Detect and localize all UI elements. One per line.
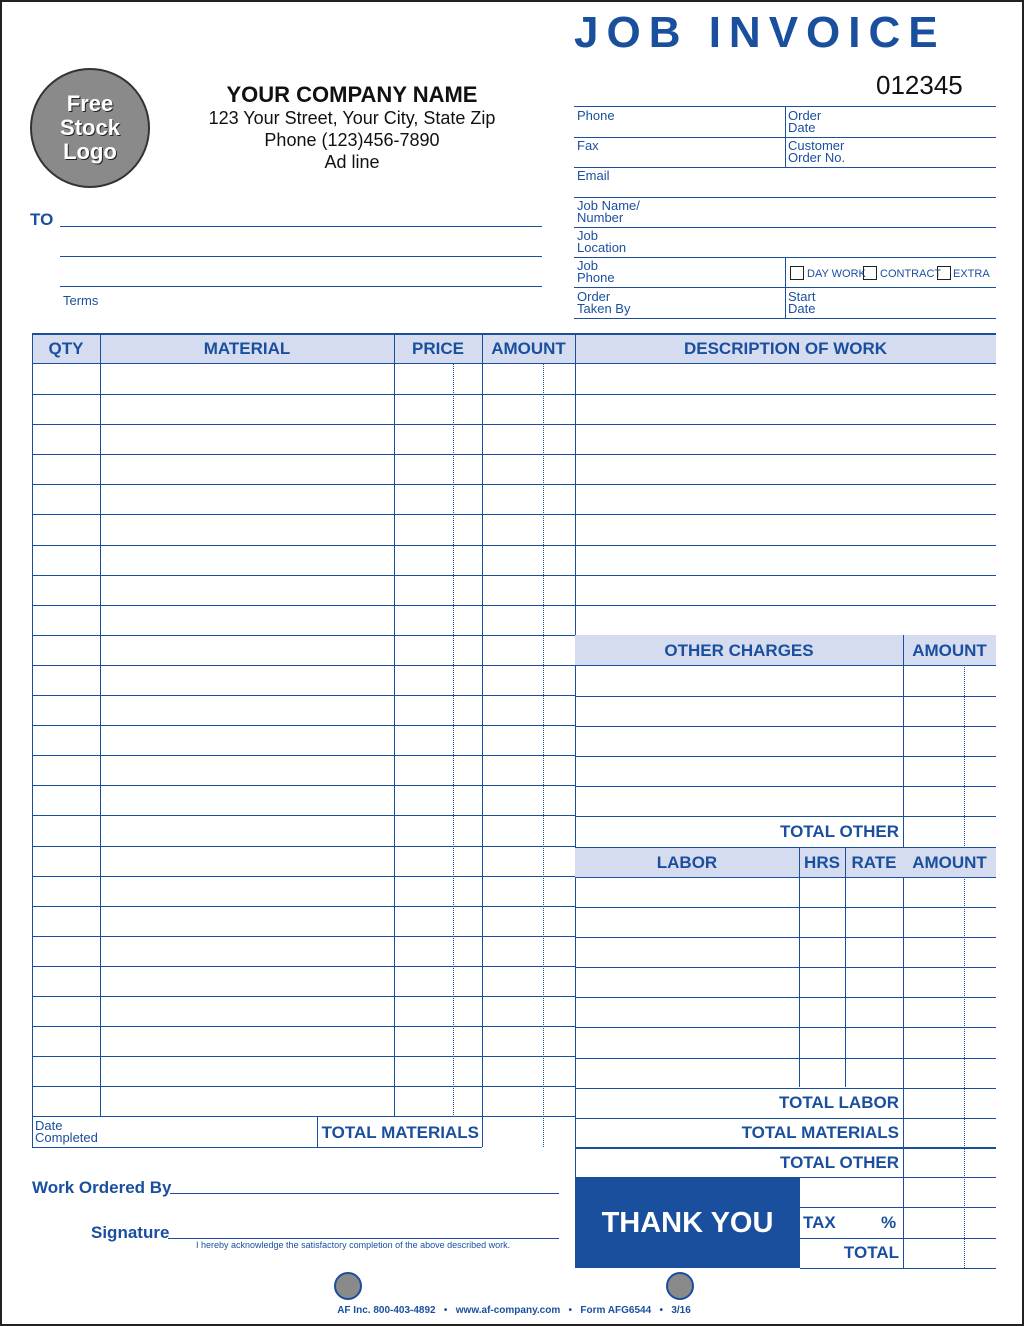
total-materials-summary-label: TOTAL MATERIALS <box>741 1123 899 1142</box>
order-taken-label: Order Taken By <box>577 289 631 316</box>
labor-row-line[interactable] <box>575 997 996 998</box>
material-row-line[interactable] <box>32 1086 575 1087</box>
material-row-line[interactable] <box>32 846 575 847</box>
thank-you-box <box>575 1178 800 1268</box>
total-other-summary-label: TOTAL OTHER <box>780 1153 899 1172</box>
customer-order-label: Customer Order No. <box>788 138 846 165</box>
rate-header: RATE <box>851 853 897 872</box>
punch-hole-left <box>334 1272 362 1300</box>
company-street: 123 Your Street, Your City, State Zip <box>208 108 496 128</box>
total-other-label: TOTAL OTHER <box>780 822 899 841</box>
material-header: MATERIAL <box>203 339 291 358</box>
other-charges-row-line[interactable] <box>575 696 996 697</box>
labor-header: LABOR <box>656 853 718 872</box>
logo-line: Free <box>66 91 114 116</box>
to-label: TO <box>30 210 54 229</box>
labor-amount-header: AMOUNT <box>912 853 987 872</box>
material-row-line[interactable] <box>32 575 575 576</box>
totals-row-line[interactable] <box>575 1147 996 1148</box>
order-date-label: Order Date <box>788 108 822 135</box>
description-row-line[interactable] <box>575 545 996 546</box>
to-line-2[interactable] <box>60 256 542 257</box>
signature-line[interactable] <box>168 1238 559 1239</box>
company-ad-line: Ad line <box>324 152 380 172</box>
qty-header: QTY <box>48 339 84 358</box>
signature-label: Signature <box>91 1223 170 1242</box>
day-work-checkbox[interactable] <box>790 266 804 280</box>
material-row-line[interactable] <box>32 755 575 756</box>
other-charges-row-line[interactable] <box>575 756 996 757</box>
description-row-line[interactable] <box>575 605 996 606</box>
material-row-line[interactable] <box>32 1116 575 1117</box>
date-completed-label: Date Completed <box>35 1118 98 1145</box>
material-row-line[interactable] <box>32 1056 575 1057</box>
material-row-line[interactable] <box>32 424 575 425</box>
total-materials-label: TOTAL MATERIALS <box>321 1123 479 1142</box>
material-row-line[interactable] <box>32 695 575 696</box>
labor-row-line[interactable] <box>575 937 996 938</box>
other-charges-row-line[interactable] <box>575 726 996 727</box>
extra-checkbox[interactable] <box>937 266 951 280</box>
material-row-line[interactable] <box>32 966 575 967</box>
other-charges-header: OTHER CHARGES <box>664 641 814 660</box>
material-row-line[interactable] <box>32 815 575 816</box>
invoice-title: JOB INVOICE <box>574 8 946 57</box>
to-line-1[interactable] <box>60 226 542 227</box>
material-row-line[interactable] <box>32 1026 575 1027</box>
acknowledgement-text: I hereby acknowledge the satisfactory completion of the above described work. <box>196 1240 511 1250</box>
contract-checkbox[interactable] <box>863 266 877 280</box>
material-row-line[interactable] <box>32 605 575 606</box>
tax-label: TAX <box>803 1213 836 1232</box>
material-row-line[interactable] <box>32 725 575 726</box>
material-row-line[interactable] <box>32 876 575 877</box>
company-phone: Phone (123)456-7890 <box>264 130 440 150</box>
material-row-line[interactable] <box>32 484 575 485</box>
extra-label: EXTRA <box>953 268 990 280</box>
punch-hole-right <box>666 1272 694 1300</box>
work-ordered-by-line[interactable] <box>170 1193 559 1194</box>
material-row-line[interactable] <box>32 394 575 395</box>
material-row-line[interactable] <box>32 906 575 907</box>
description-row-line[interactable] <box>575 514 996 515</box>
material-row-line[interactable] <box>32 545 575 546</box>
total-label: TOTAL <box>843 1243 899 1262</box>
other-charges-row-line[interactable] <box>575 786 996 787</box>
thank-you-text: THANK YOU <box>601 1206 774 1239</box>
description-row-line[interactable] <box>575 394 996 395</box>
material-row-line[interactable] <box>32 996 575 997</box>
job-name-label: Job Name/ Number <box>577 198 640 225</box>
totals-row-line[interactable] <box>800 1207 996 1208</box>
labor-row-line[interactable] <box>575 1118 996 1119</box>
material-row-line[interactable] <box>32 454 575 455</box>
terms-label: Terms <box>63 293 99 308</box>
hrs-header: HRS <box>804 853 840 872</box>
description-row-line[interactable] <box>575 424 996 425</box>
description-row-line[interactable] <box>575 454 996 455</box>
labor-row-line[interactable] <box>575 1027 996 1028</box>
contract-label: CONTRACT <box>880 268 942 280</box>
labor-row-line[interactable] <box>575 1058 996 1059</box>
invoice-number: 012345 <box>876 70 963 100</box>
description-row-line[interactable] <box>575 575 996 576</box>
material-row-line[interactable] <box>32 665 575 666</box>
material-row-line[interactable] <box>32 936 575 937</box>
material-row-line[interactable] <box>32 635 575 636</box>
email-label: Email <box>577 168 610 183</box>
company-logo <box>30 68 150 188</box>
logo-line: Stock <box>60 115 120 140</box>
tax-percent: % <box>881 1213 897 1232</box>
to-line-3[interactable] <box>60 286 542 287</box>
fax-label: Fax <box>577 138 599 153</box>
other-charges-row-line[interactable] <box>575 816 996 817</box>
material-row-line[interactable] <box>32 785 575 786</box>
totals-row-line[interactable] <box>800 1238 996 1239</box>
other-charges-amount-header: AMOUNT <box>912 641 987 660</box>
phone-label: Phone <box>577 108 615 123</box>
job-location-label: Job Location <box>577 228 627 255</box>
material-row-line[interactable] <box>32 514 575 515</box>
total-labor-label: TOTAL LABOR <box>779 1093 899 1112</box>
day-work-label: DAY WORK <box>807 268 866 280</box>
labor-row-line[interactable] <box>575 907 996 908</box>
company-name: YOUR COMPANY NAME <box>226 82 478 107</box>
price-header: PRICE <box>412 339 464 358</box>
labor-row-line[interactable] <box>575 967 996 968</box>
footer-text: AF Inc. 800-403-4892 • www.af-company.com • Form AFG6544 • 3/16 <box>337 1305 691 1316</box>
start-date-label: Start Date <box>788 289 816 316</box>
logo-line: Logo <box>63 139 117 164</box>
work-ordered-by-label: Work Ordered By <box>32 1178 172 1197</box>
description-header: DESCRIPTION OF WORK <box>683 339 888 358</box>
amount-header: AMOUNT <box>491 339 566 358</box>
job-phone-label: Job Phone <box>577 258 615 285</box>
description-row-line[interactable] <box>575 484 996 485</box>
labor-row-line[interactable] <box>575 1088 996 1089</box>
